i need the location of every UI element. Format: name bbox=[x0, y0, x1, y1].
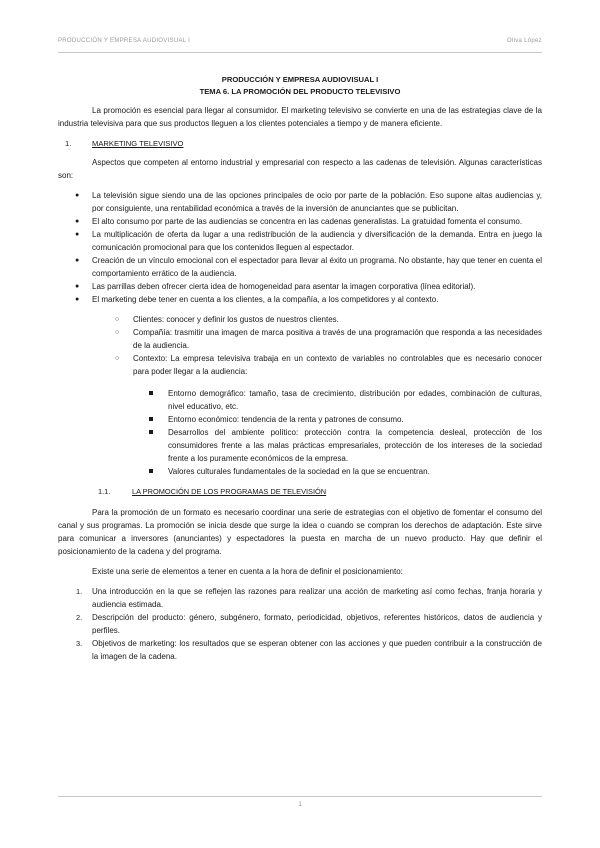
item-number: 1. bbox=[76, 587, 83, 596]
numbered-item: 3. Objetivos de marketing: los resultados que se esperan obtener con las acciones y que pueden contribuir a la construcción de la imagen de la cadena. bbox=[76, 639, 542, 661]
list-item: ○ Compañía: trasmitir una imagen de marca positiva a través de una programación que responda a las necesidades de la audiencia. bbox=[115, 328, 542, 350]
square-bullet-icon bbox=[149, 469, 153, 473]
list-item: Desarrollos del ambiente político: protección contra la competencia desleal, protección de los consumidores frente a las malas prácticas empresariales, protección de los intereses de la sociedad frente a los puramente económicos de la empresa. bbox=[58, 426, 542, 465]
document-title bbox=[58, 74, 542, 97]
list-item: ● La multiplicación de oferta da lugar a una redistribución de la audiencia y diversificación de la demanda. Entra en juego la comunicación promocional para que los contenidos lleguen al espectador. bbox=[75, 230, 542, 252]
subsection-title: LA PROMOCIÓN DE LOS PROGRAMAS DE TELEVISIÓN bbox=[132, 487, 327, 496]
header-author: Oliva López bbox=[507, 38, 542, 44]
running-header bbox=[58, 38, 542, 52]
bullet-icon: ● bbox=[75, 296, 80, 303]
footer-divider bbox=[58, 796, 542, 797]
list-item: ○ Clientes: conocer y definir los gustos de nuestros clientes. bbox=[115, 315, 339, 324]
header-divider bbox=[58, 52, 542, 53]
context-list bbox=[58, 387, 542, 478]
circle-bullet-icon: ○ bbox=[115, 355, 120, 362]
list-item: Entorno demográfico: tamaño, tasa de crecimiento, distribución por edades, combinación de culturas, nivel educativo, etc. bbox=[58, 387, 542, 413]
list-item: ● Creación de un vínculo emocional con el espectador para llevar al éxito un programa. No obstante, hay que tener en cuenta el comportamiento errático de la audiencia. bbox=[75, 256, 542, 278]
square-bullet-icon bbox=[149, 417, 153, 421]
promotion-paragraph: Para la promoción de un formato es necesario coordinar una serie de estrategias con el objetivo de fomentar el consumo del canal y sus programas. La promoción se inicia desde que surge la idea o cuando se compran los derechos de adaptación. Este sirve para comunicar a inversores (anunciantes) y espectadores la puesta en marcha de un nuevo producto. Hay que definir el posicionamiento de la cadena y del programa. bbox=[58, 508, 542, 556]
subsection-heading bbox=[58, 485, 542, 498]
square-bullet-icon bbox=[149, 391, 153, 395]
list-item: Entorno económico: tendencia de la renta y patrones de consumo. bbox=[58, 413, 542, 426]
bullet-icon: ● bbox=[75, 231, 80, 238]
positioning-paragraph: Existe una serie de elementos a tener en cuenta a la hora de definir el posicionamiento: bbox=[92, 567, 403, 576]
positioning-elements-list bbox=[58, 585, 542, 663]
square-bullet-icon bbox=[149, 430, 153, 434]
characteristics-list bbox=[58, 189, 542, 306]
header-course-title: PRODUCCIÓN Y EMPRESA AUDIOVISUAL I bbox=[58, 38, 191, 44]
circle-bullet-icon: ○ bbox=[115, 316, 120, 323]
page-number: 1 bbox=[298, 802, 302, 808]
list-item: Valores culturales fundamentales de la sociedad en la que se encuentran. bbox=[58, 465, 542, 478]
bullet-icon: ● bbox=[75, 283, 80, 290]
bullet-icon: ● bbox=[75, 192, 80, 199]
section-number: 1. bbox=[65, 139, 72, 148]
numbered-item: 1. Una introducción en la que se reflejen las razones para realizar una acción de marketing así como fechas, franja horaria y audiencia estimada. bbox=[76, 587, 542, 609]
list-item: ● La televisión sigue siendo una de las opciones principales de ocio por parte de la población. Eso supone altas audiencias y, por consiguiente, una rentabilidad económica a través de la inversión de anunciantes que se publicitan. bbox=[75, 191, 542, 213]
list-item: ● El marketing debe tener en cuenta a los clientes, a la compañía, a los competidores y al contexto. bbox=[75, 295, 439, 304]
bullet-icon: ● bbox=[75, 218, 80, 225]
section-title: MARKETING TELEVISIVO bbox=[92, 139, 184, 148]
numbered-item: 2. Descripción del producto: género, subgénero, formato, periodicidad, objetivos, referentes históricos, datos de audiencia y perfiles. bbox=[76, 613, 542, 635]
section-heading bbox=[58, 137, 542, 150]
list-item: ● Las parrillas deben ofrecer cierta idea de homogeneidad para asentar la imagen corporativa (línea editorial). bbox=[75, 282, 476, 291]
title-line-2: TEMA 6. LA PROMOCIÓN DEL PRODUCTO TELEVISIVO bbox=[199, 86, 401, 96]
item-number: 2. bbox=[76, 613, 83, 622]
bullet-icon: ● bbox=[75, 257, 80, 264]
subsection-number: 1.1. bbox=[98, 487, 111, 496]
list-item: ● El alto consumo por parte de las audiencias se concentra en las cadenas generalistas. La gratuidad fomenta el consumo. bbox=[75, 217, 523, 226]
item-number: 3. bbox=[76, 639, 83, 648]
title-line-1: PRODUCCIÓN Y EMPRESA AUDIOVISUAL I bbox=[221, 75, 379, 84]
stakeholders-list bbox=[58, 313, 542, 378]
section-intro: Aspectos que competen al entorno industrial y empresarial con respecto a las cadenas de televisión. Algunas características son: bbox=[58, 158, 542, 180]
circle-bullet-icon: ○ bbox=[115, 329, 120, 336]
list-item: ○ Contexto: La empresa televisiva trabaja en un contexto de variables no controlables que es necesario conocer para poder llegar a la audiencia: bbox=[115, 354, 542, 376]
intro-paragraph: La promoción es esencial para llegar al consumidor. El marketing televisivo se convierte en una de las estrategias clave de la industria televisiva para que sus productos lleguen a los clientes potenciales a tiempo y de manera eficiente. bbox=[58, 106, 542, 128]
document-body bbox=[58, 74, 542, 663]
